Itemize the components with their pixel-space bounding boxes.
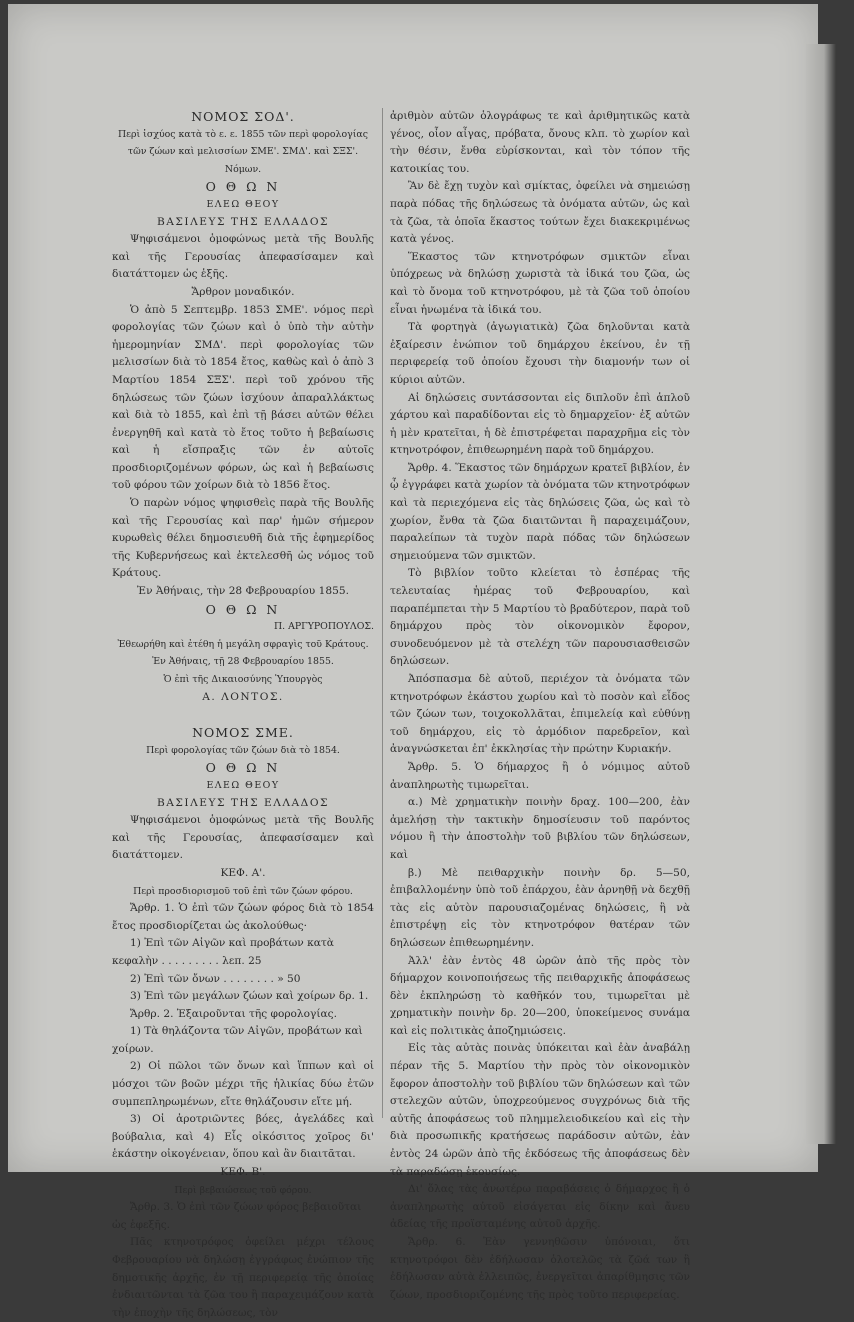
right-paragraph-1: ἀριθμὸν αὐτῶν ὁλογράφως τε καὶ ἀριθμητικῶς κατὰ γένος, οἷον αἶγας, πρόβατα, ὄνους κλπ. τὸ χωρίον καὶ τὴν θέσιν, ἔνθα εὑρίσκονται, καὶ τὸν τόπον τῆς κατοικίας του.	[390, 110, 690, 175]
right-paragraph-14: Δι' ὅλας τὰς ἀνωτέρω παραβάσεις ὁ δήμαρχος ἢ ὁ ἀναπληρωτὴς αὐτοῦ εἰσάγεται εἰς δίκην καὶ ἄνευ ἀδείας τῆς προϊσταμένης αὐτοῦ ἀρχῆς.	[390, 1183, 690, 1231]
right-paragraph-13: Εἰς τὰς αὐτὰς ποινὰς ὑπόκειται καὶ ἐὰν ἀναβάλῃ πέραν τῆς 5. Μαρτίου τὴν πρὸς τὸν οἰκονομικὸν ἔφορον ἀποστολὴν τοῦ βιβλίου τῶν δηλώσεων καὶ τῶν στελεχῶν αὐτῶν, ὑποχρεούμενος συγχρόνως διὰ τῆς αὐτῆς ἀποφάσεως τοῦ πλημμελειοδικείου καὶ εἰς τὴν διὰ προσωπικῆς κρατήσεως παράδοσιν αὐτῶν, ἐὰν ἐντὸς 24 ὡρῶν ἀπὸ τῆς ἐκδόσεως τῆς ἀποφάσεως δὲν τὰ παραδώσῃ ἑκουσίως.	[390, 1042, 690, 1178]
seal-date: Ἐν Ἀθήναις, τῇ 28 Φεβρουαρίου 1855.	[152, 656, 334, 668]
justice-minister-name: Α. ΛΟΝΤΟΣ.	[202, 690, 284, 703]
article-2: Ἄρθρ. 2. Ἐξαιροῦνται τῆς φορολογίας.	[130, 1007, 337, 1020]
right-paragraph-2: Ἂν δὲ ἔχῃ τυχὸν καὶ σμίκτας, ὀφείλει νὰ σημειώσῃ παρὰ πόδας τῆς δηλώσεως τὰ ὀνόματα αὐτῶν, ὡς καὶ τὰ ζῶα, τὰ ὁποῖα ἕκαστος τούτων ἔχει διακεκριμένως κατὰ γένος.	[390, 180, 690, 246]
left-column	[112, 108, 374, 1322]
justice-minister-label: Ὁ ἐπὶ τῆς Δικαιοσύνης Ὑπουργὸς	[163, 674, 323, 685]
king-name-2: Ο Θ Ω Ν	[205, 760, 281, 776]
law1-paragraph-2: Ὁ παρὼν νόμος ψηφισθεὶς παρὰ τῆς Βουλῆς καὶ τῆς Γερουσίας καὶ παρ' ἡμῶν σήμερον κυρωθεὶς θέλει δημοσιευθῆ διὰ τῆς ἐφημερίδος τῆς Κυβερνήσεως καὶ ἐκτελεσθῆ ὡς νόμος τοῦ Κράτους.	[112, 497, 374, 580]
right-column	[390, 108, 690, 1304]
right-paragraph-7: Τὸ βιβλίον τοῦτο κλείεται τὸ ἑσπέρας τῆς τελευταίας ἡμέρας τοῦ Φεβρουαρίου, καὶ παραπέμπεται τὴν 5 Μαρτίου τὸ βραδύτερον, παρὰ τοῦ δημάρχου πρὸς τὸν οἰκονομικὸν ἔφορον, συνοδευόμενον μὲ τὰ στελέχη τῶν παρουσιασθεισῶν δηλώσεων.	[390, 567, 690, 668]
single-article: Ἄρθρον μοναδικόν.	[191, 285, 295, 298]
chapter-2-title: Περὶ βεβαιώσεως τοῦ φόρου.	[174, 1184, 312, 1196]
exemption-3: 3) Οἱ ἀροτριῶντες βόες, ἀγελάδες καὶ βούβαλια, καὶ 4) Εἷς οἰκόσιτος χοῖρος δι' ἑκάστην οἰκογένειαν, ὅπου καὶ ἂν διαιτᾶται.	[112, 1113, 374, 1161]
seal-note: Ἐθεωρήθη καὶ ἐτέθη ἡ μεγάλη σφραγὶς τοῦ Κράτους.	[117, 638, 369, 650]
law1-subtitle: Περὶ ἰσχύος κατὰ τὸ ε. ε. 1855 τῶν περὶ φορολογίας τῶν ζώων καὶ μελισσίων ΣΜΕ'. ΣΜΔ'. καὶ ΣΞΣ'. Νόμων.	[117, 128, 368, 175]
law1-date: Ἐν Ἀθήναις, τὴν 28 Φεβρουαρίου 1855.	[137, 585, 349, 598]
article-3-paragraph: Πᾶς κτηνοτρόφος ὀφείλει μέχρι τέλους Φεβρουαρίου νὰ δηλώσῃ ἐγγράφως ἐνώπιον τῆς δημοτικῆς ἀρχῆς, ἐν τῇ περιφερείᾳ τῆς ὁποίας ἐνδιαιτῶνται τὰ ζῶα του ἢ παραχειμάζουν κατὰ τὴν ἐποχὴν τῆς δηλώσεως, τὸν	[112, 1236, 374, 1319]
law1-paragraph-1: Ὁ ἀπὸ 5 Σεπτεμβρ. 1853 ΣΜΕ'. νόμος περὶ φορολογίας τῶν ζώων καὶ ὁ ὑπὸ τὴν αὐτὴν ἡμερομηνίαν ΣΜΔ'. περὶ φορολογίας τῶν μελισσίων διὰ τὸ 1854 ἔτος, καθὼς καὶ ὁ ἀπὸ 3 Μαρτίου 1854 ΣΞΣ'. περὶ τοῦ χρόνου τῆς δηλώσεως τῶν ζώων ἰσχύουν ἀπαραλλάκτως καὶ διὰ τὸ 1855, καὶ ἐπὶ τῇ βάσει αὐτῶν θέλει ἐνεργηθῆ καὶ κατὰ τὸ ἔτος τοῦτο ἡ βεβαίωσις καὶ ἡ εἴσπραξις τῶν ἐν αὐτοῖς προσδιοριζομένων φόρων, ὡς καὶ ἡ βεβαίωσις τοῦ φόρου τῶν χοίρων διὰ τὸ 1856 ἔτος.	[112, 303, 374, 492]
article-5: Ἄρθρ. 5. Ὁ δήμαρχος ἢ ὁ νόμιμος αὐτοῦ ἀναπληρωτὴς τιμωρεῖται.	[390, 760, 690, 791]
enactment-2: Ψηφισάμενοι ὁμοφώνως μετὰ τῆς Βουλῆς καὶ τῆς Γερουσίας, ἀπεφασίσαμεν καὶ διατάττομεν.	[112, 814, 374, 862]
article-4: Ἄρθρ. 4. Ἕκαστος τῶν δημάρχων κρατεῖ βιβλίον, ἐν ᾧ ἐγγράφει κατὰ χωρίον τὰ ὀνόματα τῶν κτηνοτρόφων καὶ τὰ περιεχόμενα εἰς τὰς δηλώσεις ζῶα, ὡς καὶ τὸ χωρίον, ἔνθα τὰ ζῶα διαιτῶνται ἢ παραχειμάζουν, παραλείπων τὰ τυχὸν παρὰ πόδας τῶν δηλώσεων σημειούμενα τῶν σμικτῶν.	[390, 461, 690, 562]
chapter-1-title: Περὶ προσδιορισμοῦ τοῦ ἐπὶ τῶν ζώων φόρου.	[133, 885, 353, 897]
king-signature: Ο Θ Ω Ν	[205, 601, 281, 617]
by-grace: ΕΛΕΩ ΘΕΟΥ	[206, 198, 280, 210]
minister-signature: Π. ΑΡΓΥΡΟΠΟΥΛΟΣ.	[273, 621, 374, 633]
tax-item-1: 1) Ἐπὶ τῶν Αἰγῶν καὶ προβάτων κατὰ κεφαλὴν . . . . . . . . . λεπ. 25	[112, 937, 334, 967]
page-edge	[806, 44, 836, 1144]
right-paragraph-5: Αἱ δηλώσεις συντάσσονται εἰς διπλοῦν ἐπὶ ἁπλοῦ χάρτου καὶ παραδίδονται εἰς τὸ δημαρχεῖον· ἐξ αὐτῶν ἡ μὲν κρατεῖται, ἡ δὲ ἐπιστρέφεται παραχρῆμα εἰς τὸν κτηνοτρόφον, ἐπιθεωρημένη παρὰ τοῦ δημάρχου.	[390, 391, 690, 457]
penalty-a: α.) Μὲ χρηματικὴν ποινὴν δραχ. 100—200, ἐὰν ἀμελήσῃ τὴν τακτικὴν δημοσίευσιν τοῦ παρόντος νόμου ἢ τὴν ἀποστολὴν τοῦ βιβλίου τῶν δηλώσεων, καὶ	[390, 796, 690, 861]
article-3: Ἄρθρ. 3. Ὁ ἐπὶ τῶν ζώων φόρος βεβαιοῦται ὡς ἑφεξῆς.	[112, 1201, 362, 1231]
enactment-1: Ψηφισάμενοι ὁμοφώνως μετὰ τῆς Βουλῆς καὶ τῆς Γερουσίας ἀπεφασίσαμεν καὶ διατάττομεν ὡς ἑξῆς.	[112, 233, 374, 281]
right-paragraph-3: Ἕκαστος τῶν κτηνοτρόφων σμικτῶν εἶναι ὑπόχρεως νὰ δηλώσῃ χωριστὰ τὰ ἰδικά του ζῶα, ὡς καὶ τὸ ὄνομα τοῦ κτηνοτρόφου, μὲ τὰ ζῶα τοῦ ὁποίου εἶναι ἡνωμένα τὰ ἰδικά του.	[390, 250, 690, 316]
by-grace-2: ΕΛΕΩ ΘΕΟΥ	[206, 779, 280, 791]
article-6: Ἄρθρ. 6. Ἐὰν γεννηθῶσιν ὑπόνοιαι, ὅτι κτηνοτρόφοι δὲν ἐδήλωσαν ὁλοτελῶς τὰ ζῶά των ἢ ἐδήλωσαν αὐτὰ ἐλλειπῶς, ἐνεργεῖται ἀπαρίθμησις τῶν ζώων, προσδιοριζομένης τῆς πρὸς τοῦτο περιφερείας.	[390, 1236, 690, 1301]
law2-title: ΝΟΜΟΣ ΣΜΕ.	[192, 725, 294, 741]
column-divider	[382, 108, 383, 1118]
tax-item-2: 2) Ἐπὶ τῶν ὄνων . . . . . . . . » 50	[130, 972, 301, 985]
exemption-2: 2) Οἱ πῶλοι τῶν ὄνων καὶ ἵππων καὶ οἱ μόσχοι τῶν βοῶν μέχρι τῆς ἡλικίας δύω ἐτῶν συμπεπληρωμένων, εἴτε θηλάζουσιν εἴτε μή.	[112, 1060, 374, 1108]
right-paragraph-8: Ἀπόσπασμα δὲ αὐτοῦ, περιέχον τὰ ὀνόματα τῶν κτηνοτρόφων ἑκάστου χωρίου καὶ τὸ ποσὸν καὶ εἶδος τῶν ζώων των, τοιχοκολλᾶται, ἐπιμελείᾳ καὶ εὐθύνῃ τοῦ δημάρχου, εἰς τὸ ἁρμόδιον παρεδρεῖον, καὶ ἀναγνώσκεται ἐπ' ἐκκλησίας τὴν πρώτην Κυριακήν.	[390, 673, 690, 756]
exemption-1: 1) Τὰ θηλάζοντα τῶν Αἰγῶν, προβάτων καὶ χοίρων.	[112, 1025, 363, 1055]
law1-title: ΝΟΜΟΣ ΣΟΔ'.	[191, 109, 295, 124]
right-paragraph-12: Ἀλλ' ἐὰν ἐντὸς 48 ὡρῶν ἀπὸ τῆς πρὸς τὸν δήμαρχον κοινοποιήσεως τῆς πειθαρχικῆς ἀποφάσεως δὲν ἐκπληρώσῃ τὸ καθῆκόν του, τιμωρεῖται μὲ χρηματικὴν ποινὴν δρ. 20—200, ὑποκείμενος συνάμα καὶ εἰς πολιτικὰς ἀποζημιώσεις.	[390, 954, 690, 1037]
chapter-2: ΚΕΦ. Β'.	[220, 1166, 266, 1179]
king-name: Ο Θ Ω Ν	[205, 179, 281, 195]
chapter-1: ΚΕΦ. Α'.	[220, 866, 266, 879]
right-paragraph-4: Τὰ φορτηγὰ (ἀγωγιατικὰ) ζῶα δηλοῦνται κατὰ ἐξαίρεσιν ἐνώπιον τοῦ δημάρχου ἐκείνου, ἐν τῇ περιφερείᾳ τοῦ ὁποίου ἔχουσι τὴν διαμονήν των οἱ κύριοι αὐτῶν.	[390, 321, 690, 386]
king-title-2: ΒΑΣΙΛΕΥΣ ΤΗΣ ΕΛΛΑΔΟΣ	[156, 796, 330, 809]
law2-subtitle: Περὶ φορολογίας τῶν ζώων διὰ τὸ 1854.	[146, 744, 340, 756]
tax-item-3: 3) Ἐπὶ τῶν μεγάλων ζώων καὶ χοίρων δρ. 1.	[130, 990, 369, 1003]
penalty-b: β.) Μὲ πειθαρχικὴν ποινὴν δρ. 5—50, ἐπιβαλλομένην ὑπὸ τοῦ ἐπάρχου, ἐὰν ἀρνηθῇ νὰ δεχθῇ τὰς εἰς αὐτὸν παρουσιαζομένας δηλώσεις, ἢ νὰ ἐπιστρέψῃ εἰς τὸν κτηνοτρόφον θατέραν τῶν δηλώσεων ἐπιθεωρημένην.	[390, 866, 690, 949]
article-1: Ἄρθρ. 1. Ὁ ἐπὶ τῶν ζώων φόρος διὰ τὸ 1854 ἔτος προσδιορίζεται ὡς ἀκολούθως·	[112, 902, 374, 932]
king-title: ΒΑΣΙΛΕΥΣ ΤΗΣ ΕΛΛΑΔΟΣ	[156, 215, 330, 228]
